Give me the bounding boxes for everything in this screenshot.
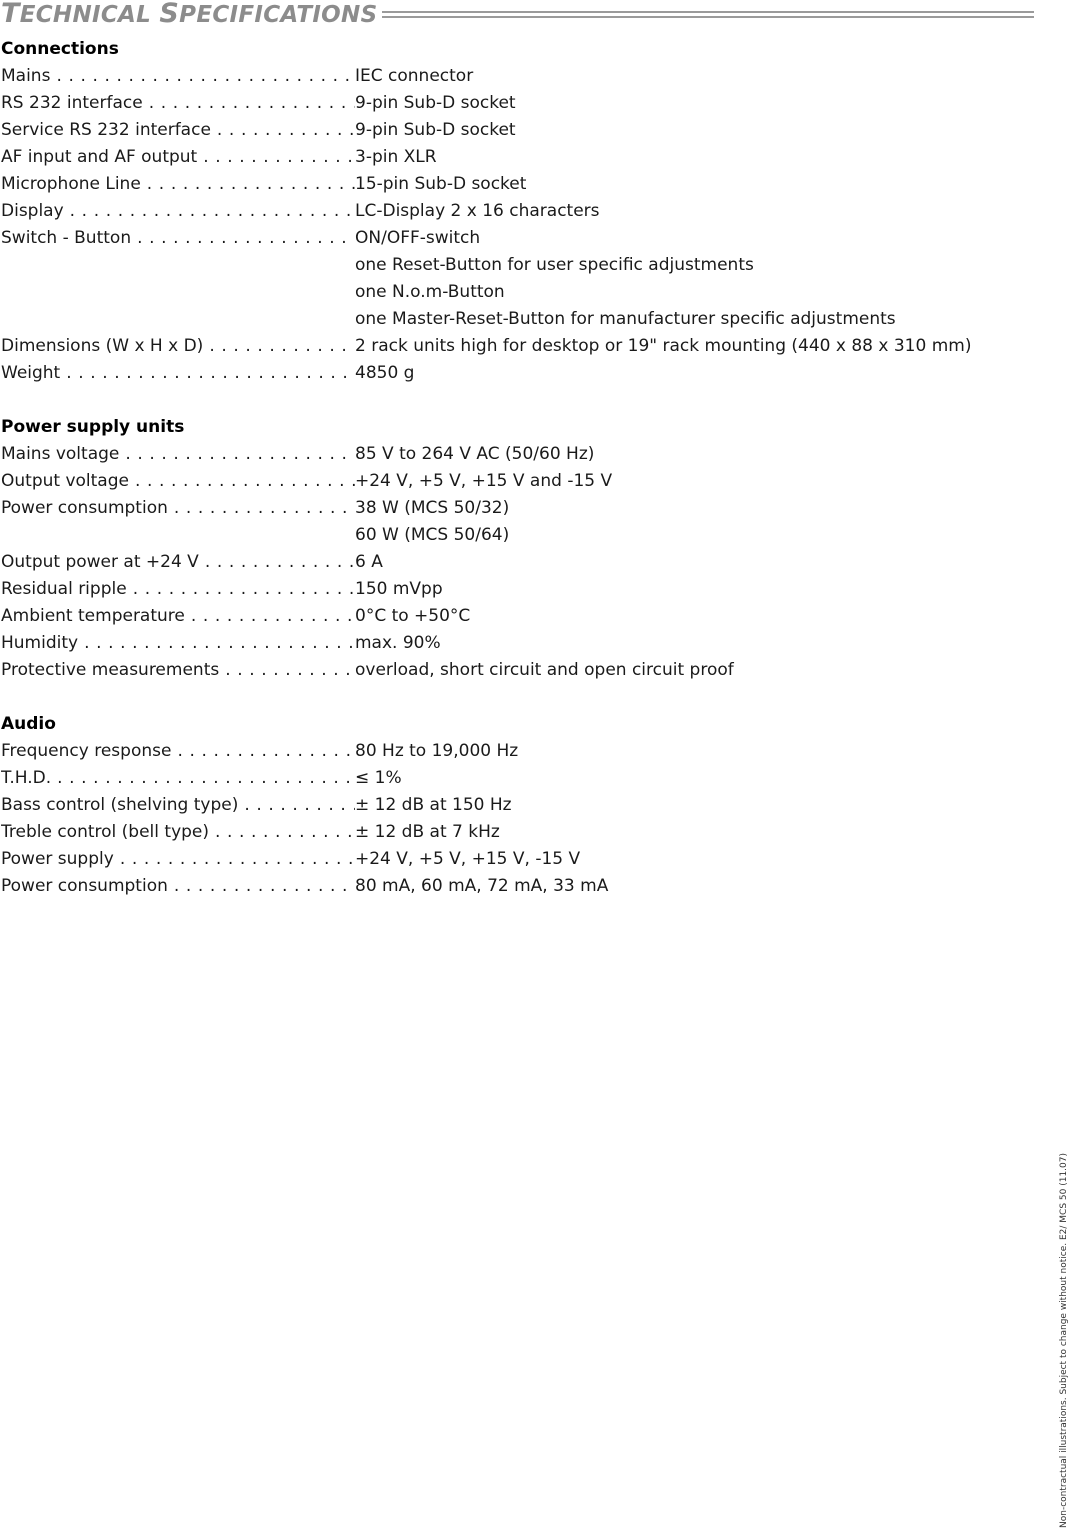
spec-label: Protective measurements . . .	[1, 657, 355, 684]
spec-value: LC-Display 2 x 16 characters	[355, 201, 600, 221]
spec-row	[1, 657, 1011, 684]
section-title-connections: Connections	[1, 39, 119, 59]
spec-label: Display . . .	[1, 198, 355, 225]
title-word-specifications: PECIFICATIONS	[179, 2, 378, 28]
spec-label: RS 232 interface . . .	[1, 90, 355, 117]
spec-row	[1, 495, 1011, 522]
spec-value: 80 mA, 60 mA, 72 mA, 33 mA	[355, 876, 609, 896]
spec-label: Switch - Button . . .	[1, 225, 355, 252]
spec-label: Microphone Line . . .	[1, 171, 355, 198]
spec-row	[1, 90, 1011, 117]
spec-label: Frequency response . . .	[1, 738, 355, 765]
page-title	[1, 0, 377, 29]
spec-row-continuation	[1, 306, 1011, 333]
spec-value: 6 A	[355, 552, 383, 572]
spec-value: 4850 g	[355, 363, 415, 383]
section-spacer	[1, 387, 1011, 414]
spec-value: 9-pin Sub-D socket	[355, 93, 516, 113]
spec-row	[1, 792, 1011, 819]
spec-label: Bass control (shelving type) . . .	[1, 792, 355, 819]
spec-value: 80 Hz to 19,000 Hz	[355, 741, 519, 761]
spec-value: overload, short circuit and open circuit proof	[355, 660, 734, 680]
spec-value: one N.o.m-Button	[355, 282, 505, 302]
spec-row	[1, 576, 1011, 603]
spec-value: ON/OFF-switch	[355, 228, 481, 248]
spec-value: 85 V to 264 V AC (50/60 Hz)	[355, 444, 595, 464]
spec-row	[1, 549, 1011, 576]
spec-value: ≤ 1%	[355, 768, 402, 788]
section-spacer	[1, 684, 1011, 711]
spec-value: one Reset-Button for user specific adjustments	[355, 255, 754, 275]
spec-row	[1, 117, 1011, 144]
spec-row	[1, 333, 1011, 360]
spec-row-continuation	[1, 252, 1011, 279]
header-rule-line	[382, 11, 1034, 13]
spec-row	[1, 360, 1011, 387]
spec-label: Mains . . .	[1, 63, 355, 90]
spec-row	[1, 468, 1011, 495]
spec-row	[1, 630, 1011, 657]
title-initial-t: T	[1, 0, 20, 29]
spec-row	[1, 873, 1011, 900]
spec-value: 0°C to +50°C	[355, 606, 471, 626]
spec-label: Ambient temperature . . .	[1, 603, 355, 630]
spec-label: Service RS 232 interface . . .	[1, 117, 355, 144]
spec-value: +24 V, +5 V, +15 V, -15 V	[355, 849, 581, 869]
title-word-technical: ECHNICAL	[19, 2, 160, 28]
spec-value: 60 W (MCS 50/64)	[355, 525, 510, 545]
spec-row-continuation	[1, 522, 1011, 549]
spec-value: 38 W (MCS 50/32)	[355, 498, 510, 518]
spec-value: ± 12 dB at 7 kHz	[355, 822, 500, 842]
spec-row-continuation	[1, 279, 1011, 306]
header-rule-line	[382, 16, 1034, 18]
spec-label: Power consumption . . .	[1, 873, 355, 900]
spec-label: Output power at +24 V . . .	[1, 549, 355, 576]
spec-label: Mains voltage . . .	[1, 441, 355, 468]
spec-row	[1, 198, 1011, 225]
spec-row	[1, 603, 1011, 630]
spec-label: Dimensions (W x H x D) . . .	[1, 333, 355, 360]
spec-row	[1, 144, 1011, 171]
spec-label: Weight . . .	[1, 360, 355, 387]
page-header	[0, 0, 1040, 30]
spec-value: 15-pin Sub-D socket	[355, 174, 527, 194]
spec-row	[1, 765, 1011, 792]
spec-value: 150 mVpp	[355, 579, 443, 599]
spec-value: 2 rack units high for desktop or 19" rack mounting (440 x 88 x 310 mm)	[355, 336, 972, 356]
header-double-rule	[382, 11, 1034, 19]
spec-label: Power consumption . . .	[1, 495, 355, 522]
spec-value: 3-pin XLR	[355, 147, 437, 167]
spec-value: +24 V, +5 V, +15 V and -15 V	[355, 471, 613, 491]
spec-row	[1, 63, 1011, 90]
section-title-audio: Audio	[1, 714, 56, 734]
spec-value: one Master-Reset-Button for manufacturer specific adjustments	[355, 309, 896, 329]
spec-row	[1, 225, 1011, 252]
section-title-power-supply: Power supply units	[1, 417, 185, 437]
spec-label: Output voltage . . .	[1, 468, 355, 495]
spec-row	[1, 171, 1011, 198]
spec-row	[1, 819, 1011, 846]
spec-label: AF input and AF output . . .	[1, 144, 355, 171]
spec-row	[1, 738, 1011, 765]
spec-label: Treble control (bell type) . . .	[1, 819, 355, 846]
spec-label: Humidity . . .	[1, 630, 355, 657]
spec-row	[1, 846, 1011, 873]
title-initial-s: S	[159, 0, 180, 29]
spec-value: 9-pin Sub-D socket	[355, 120, 516, 140]
spec-row	[1, 441, 1011, 468]
spec-value: ± 12 dB at 150 Hz	[355, 795, 512, 815]
legal-footnote: Non-contractual illustrations. Subject to change without notice. E2/ MCS 50 (11.07)	[1059, 1153, 1069, 1528]
spec-label: Residual ripple . . .	[1, 576, 355, 603]
spec-value: IEC connector	[355, 66, 474, 86]
spec-label: T.H.D. . . .	[1, 765, 355, 792]
spec-label: Power supply . . .	[1, 846, 355, 873]
spec-value: max. 90%	[355, 633, 441, 653]
spec-content	[1, 36, 1011, 900]
